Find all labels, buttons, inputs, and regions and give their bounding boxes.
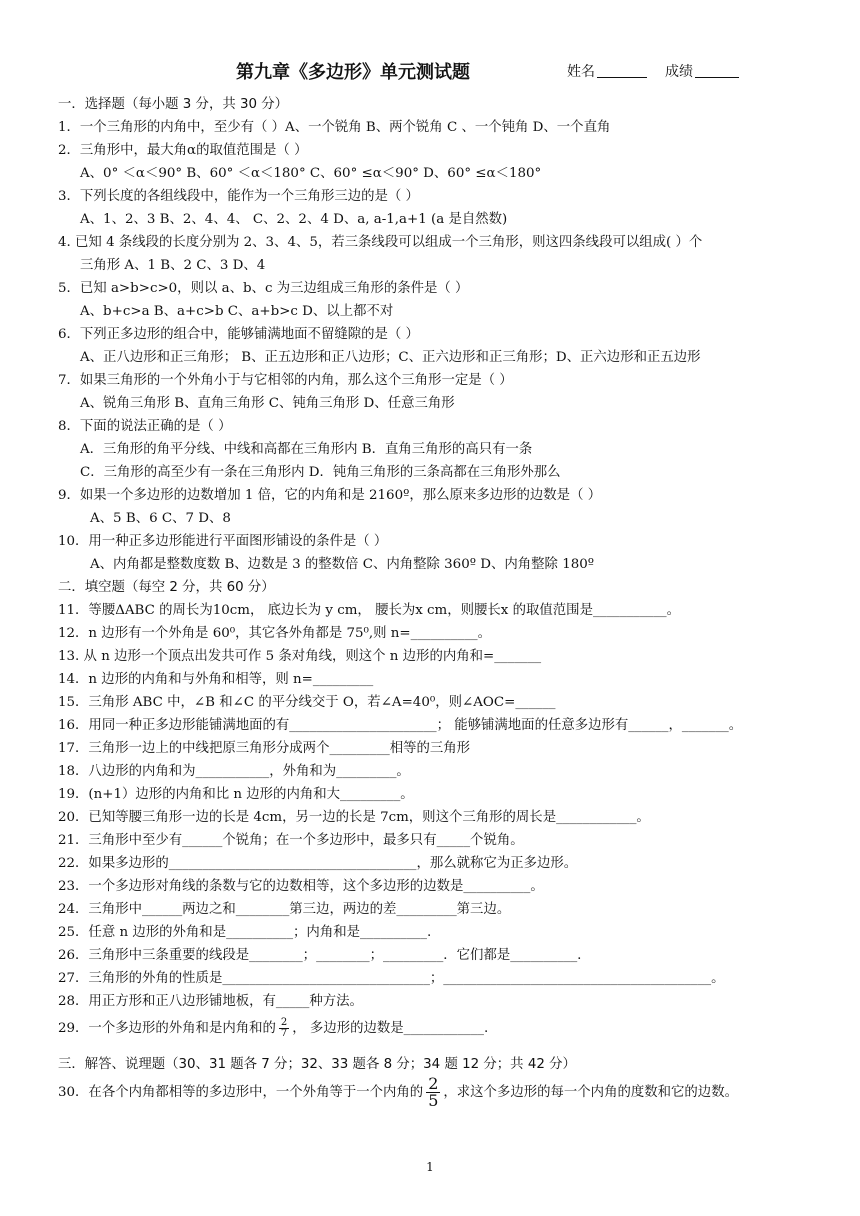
- question-line: 20．已知等腰三角形一边的长是 4cm，另一边的长是 7cm，则这个三角形的周长是____________。: [58, 810, 650, 825]
- q29-fraction: [279, 1018, 289, 1039]
- question-line: 10．用一种正多边形能进行平面图形铺设的条件是（ ）: [58, 534, 388, 549]
- question-line: 8．下面的说法正确的是（ ）: [58, 419, 232, 434]
- question-line: 2．三角形中，最大角α的取值范围是（ ）: [58, 143, 308, 158]
- q30-denominator: 5: [428, 1091, 439, 1108]
- question-line: C．三角形的高至少有一条在三角形内 D．钝角三角形的三条高都在三角形外那么: [80, 465, 561, 480]
- name-blank[interactable]: [597, 63, 647, 78]
- question-line: 25．任意 n 边形的外角和是__________；内角和是__________.: [58, 925, 432, 940]
- question-line: 28．用正方形和正八边形铺地板，有_____种方法。: [58, 994, 363, 1009]
- question-line: 一．选择题（每小题 3 分，共 30 分）: [58, 97, 289, 112]
- score-field[interactable]: [665, 61, 739, 81]
- score-blank[interactable]: [695, 63, 739, 78]
- question-line: 3．下列长度的各组线段中，能作为一个三角形三边的是（ ）: [58, 189, 419, 204]
- q29-text-after: ， 多边形的边数是____________.: [292, 1021, 489, 1036]
- question-line: A、内角都是整数度数 B、边数是 3 的整数倍 C、内角整除 360º D、内角整除 180º: [90, 557, 595, 572]
- question-line: 7．如果三角形的一个外角小于与它相邻的内角，那么这个三角形一定是（ ）: [58, 373, 513, 388]
- question-line: 14．n 边形的内角和与外角和相等，则 n=_________: [58, 672, 374, 687]
- score-label: 成绩: [665, 64, 693, 80]
- question-line: A．三角形的角平分线、中线和高都在三角形内 B．直角三角形的高只有一条: [80, 442, 533, 457]
- question-line: 1．一个三角形的内角中，至少有（ ）A、一个锐角 B、两个锐角 C 、一个钝角 D、一个直角: [58, 120, 611, 135]
- question-lines: [58, 93, 828, 1013]
- q30-text-before: 30．在各个内角都相等的多边形中，一个外角等于一个内角的: [58, 1085, 424, 1100]
- question-line: A、锐角三角形 B、直角三角形 C、钝角三角形 D、任意三角形: [80, 396, 455, 411]
- q29-numerator: 2: [280, 1017, 288, 1028]
- q30-numerator: 2: [428, 1076, 439, 1093]
- question-line: 二．填空题（每空 2 分，共 60 分）: [58, 580, 275, 595]
- question-line: 16．用同一种正多边形能铺满地面的有______________________； 能够铺满地面的任意多边形有______，_______。: [58, 718, 743, 733]
- exam-header: [0, 58, 860, 84]
- question-line: 5．已知 a>b>c>0，则以 a、b、c 为三边组成三角形的条件是（ ）: [58, 281, 469, 296]
- question-line: 26．三角形中三条重要的线段是________；________；_________．它们都是__________.: [58, 948, 582, 963]
- q30-fraction: [426, 1076, 440, 1108]
- question-line: A、5 B、6 C、7 D、8: [90, 511, 231, 526]
- q29-text-before: 29．一个多边形的外角和是内角和的: [58, 1021, 276, 1036]
- q29-denominator: 7: [280, 1028, 288, 1039]
- question-line: 22．如果多边形的_____________________________________，那么就称它为正多边形。: [58, 856, 578, 871]
- page-number: 1: [426, 1160, 434, 1174]
- question-line: A、0° ＜α＜90° B、60° ＜α＜180° C、60° ≤α＜90° D、60° ≤α＜180°: [80, 166, 542, 181]
- question-line: A、1、2、3 B、2、4、4、 C、2、2、4 D、a, a-1,a+1 (a 是自然数): [80, 212, 508, 227]
- question-line: 23．一个多边形对角线的条数与它的边数相等，这个多边形的边数是__________。: [58, 879, 544, 894]
- question-line: 21．三角形中至少有______个锐角；在一个多边形中，最多只有_____个锐角。: [58, 833, 524, 848]
- question-line: A、正八边形和正三角形； B、正五边形和正八边形；C、正六边形和正三角形；D、正六边形和正五边形: [80, 350, 701, 365]
- name-label: 姓名: [567, 64, 595, 80]
- question-line: 24．三角形中______两边之和________第三边，两边的差_________第三边。: [58, 902, 511, 917]
- question-line: 4. 已知 4 条线段的长度分别为 2、3、4、5，若三条线段可以组成一个三角形，则这四条线段可以组成( ）个: [58, 235, 703, 250]
- name-field[interactable]: [567, 61, 647, 81]
- section-3-heading: 三．解答、说理题（30、31 题各 7 分；32、33 题各 8 分；34 题 12 分；共 42 分）: [58, 1057, 576, 1072]
- question-line: 15．三角形 ABC 中，∠B 和∠C 的平分线交于 O，若∠A=40⁰，则∠AOC=______: [58, 695, 556, 710]
- exam-title: 第九章《多边形》单元测试题: [236, 62, 470, 83]
- question-line: 17．三角形一边上的中线把原三角形分成两个_________相等的三角形: [58, 741, 471, 756]
- exam-content: [58, 93, 828, 1108]
- q30-text-after: ，求这个多边形的每一个内角的度数和它的边数。: [443, 1085, 738, 1100]
- question-line: 18．八边形的内角和为___________，外角和为_________。: [58, 764, 410, 779]
- question-line: 三角形 A、1 B、2 C、3 D、4: [80, 258, 266, 273]
- question-line: A、b+c>a B、a+c>b C、a+b>c D、以上都不对: [80, 304, 394, 319]
- question-line: 27．三角形的外角的性质是_______________________________；________________________________________。: [58, 971, 725, 986]
- question-29: [58, 1013, 828, 1045]
- question-line: 11．等腰ΔABC 的周长为10cm， 底边长为 y cm， 腰长为x cm，则腰长x 的取值范围是___________。: [58, 603, 681, 618]
- question-line: 12．n 边形有一个外角是 60⁰，其它各外角都是 75⁰,则 n=__________。: [58, 626, 491, 641]
- question-line: 19．(n+1）边形的内角和比 n 边形的内角和大_________。: [58, 787, 414, 802]
- question-30: [58, 1076, 828, 1108]
- question-line: 9．如果一个多边形的边数增加 1 倍，它的内角和是 2160º，那么原来多边形的边数是（ ）: [58, 488, 602, 503]
- question-line: 13. 从 n 边形一个顶点出发共可作 5 条对角线，则这个 n 边形的内角和=_______: [58, 649, 542, 664]
- question-line: 6．下列正多边形的组合中，能够铺满地面不留缝隙的是（ ）: [58, 327, 419, 342]
